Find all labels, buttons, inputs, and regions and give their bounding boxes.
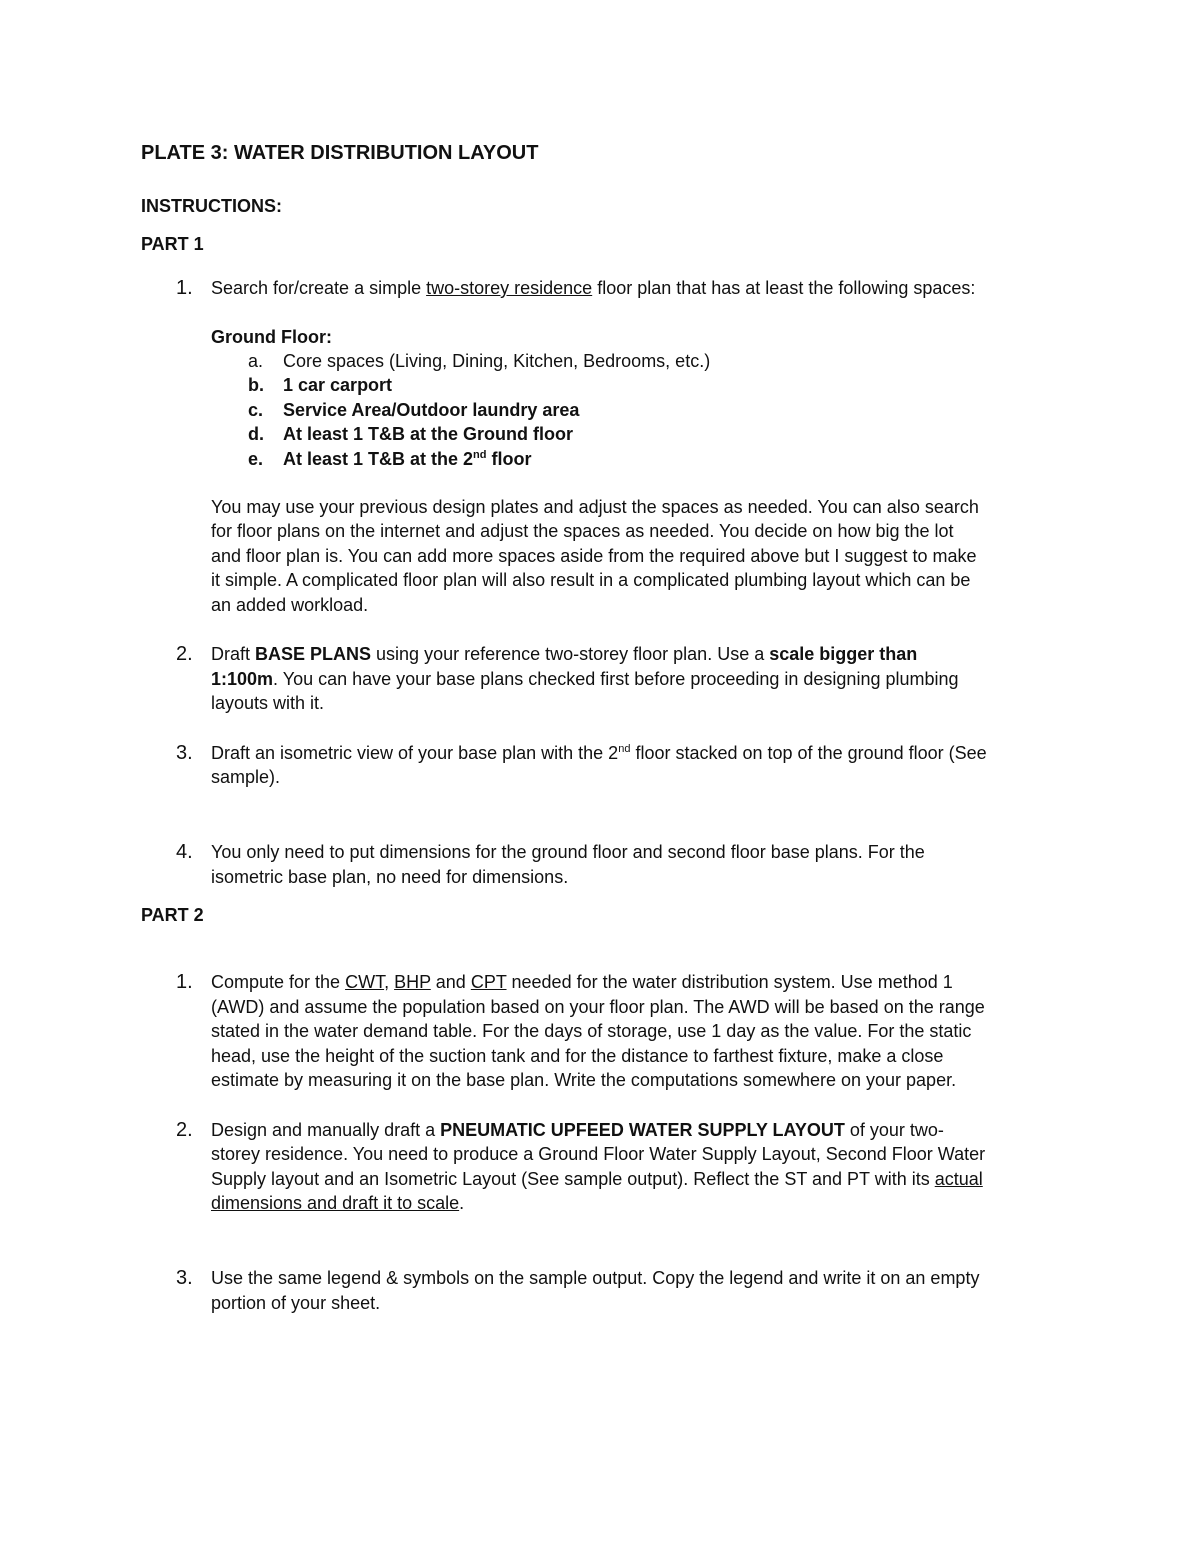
part1-item4-line1: You only need to put dimensions for the ground floor and second floor base plans. For the <box>211 842 925 862</box>
part2-item3-line2: portion of your sheet. <box>211 1293 381 1313</box>
paragraph-line-4: it simple. A complicated floor plan will also result in a complicated plumbing layout which can be <box>211 570 971 590</box>
list-marker-b: b. <box>248 375 264 395</box>
item3-sup: nd <box>618 743 631 755</box>
part1-item2-line3: layouts with it. <box>211 693 325 713</box>
bhp-underlined: BHP <box>394 972 431 992</box>
list-item-b: 1 car carport <box>283 375 393 395</box>
part2-item1-line2: (AWD) and assume the population based on your floor plan. The AWD will be based on the range <box>211 997 985 1017</box>
separator: and <box>430 972 471 992</box>
page-title: PLATE 3: WATER DISTRIBUTION LAYOUT <box>141 142 539 164</box>
list-item-e-sup: nd <box>473 449 487 461</box>
part1-item3-number: 3. <box>176 742 193 764</box>
part2-item1-line3: stated in the water demand table. For the days of storage, use 1 day as the value. For the static <box>211 1021 972 1041</box>
part2-item2-text: of your two- <box>844 1120 944 1140</box>
list-item-e <box>283 447 532 472</box>
list-item-e-post: floor <box>486 449 532 469</box>
paragraph-line-5: an added workload. <box>211 595 369 615</box>
dimensions-underlined: dimensions and draft it to scale <box>211 1193 460 1213</box>
period: . <box>459 1193 465 1213</box>
part2-item3-number: 3. <box>176 1267 193 1289</box>
list-item-d: At least 1 T&B at the Ground floor <box>283 424 574 444</box>
scale-bold: scale bigger than <box>769 644 918 664</box>
cpt-underlined: CPT <box>470 972 507 992</box>
part1-item3-line2: sample). <box>211 767 281 787</box>
part1-item4-line2: isometric base plan, no need for dimensions. <box>211 867 569 887</box>
part1-heading: PART 1 <box>141 234 204 254</box>
part2-item2-text: Supply layout and an Isometric Layout (See sample output). Reflect the ST and PT with its <box>211 1169 935 1189</box>
item2-text: . You can have your base plans checked first before proceeding in designing plumbing <box>273 669 959 689</box>
paragraph-line-1: You may use your previous design plates and adjust the spaces as needed. You can also search <box>211 497 979 517</box>
cwt-underlined: CWT <box>345 972 385 992</box>
part1-item3-line1 <box>211 741 987 766</box>
part1-item1-text-pre: Search for/create a simple <box>211 278 427 298</box>
two-storey-residence-underlined: two-storey residence <box>426 278 593 298</box>
item2-text: using your reference two-storey floor plan. Use a <box>371 644 770 664</box>
part2-item1-line1 <box>211 970 953 995</box>
scale-ratio-bold: 1:100m <box>211 669 274 689</box>
list-item-e-pre: At least 1 T&B at the 2 <box>283 449 474 469</box>
item3-text: Draft an isometric view of your base plan with the 2 <box>211 743 619 763</box>
part1-item2-line2 <box>211 667 959 692</box>
part1-item2-number: 2. <box>176 643 193 665</box>
part2-item1-line5: estimate by measuring it on the base plan. Write the computations somewhere on your paper. <box>211 1070 957 1090</box>
part2-item2-line4 <box>211 1191 464 1216</box>
paragraph-line-3: and floor plan is. You can add more spaces aside from the required above but I suggest to make <box>211 546 977 566</box>
instructions-heading: INSTRUCTIONS: <box>141 196 282 216</box>
part2-item1-line4: head, use the height of the suction tank and for the distance to farthest fixture, make a close <box>211 1046 944 1066</box>
part2-item2-line3 <box>211 1167 983 1192</box>
part2-item3-line1: Use the same legend & symbols on the sample output. Copy the legend and write it on an empty <box>211 1268 980 1288</box>
list-item-c: Service Area/Outdoor laundry area <box>283 400 580 420</box>
part2-item2-text: Design and manually draft a <box>211 1120 441 1140</box>
part2-item2-line1 <box>211 1118 944 1143</box>
item3-text: floor stacked on top of the ground floor (See <box>630 743 987 763</box>
part2-item1-text: Compute for the <box>211 972 346 992</box>
part1-item1-number: 1. <box>176 277 193 299</box>
actual-underlined: actual <box>934 1169 983 1189</box>
list-marker-e: e. <box>248 449 264 469</box>
part2-item1-number: 1. <box>176 971 193 993</box>
ground-floor-subheading: Ground Floor: <box>211 327 332 347</box>
list-item-a: Core spaces (Living, Dining, Kitchen, Bedrooms, etc.) <box>283 351 711 371</box>
part1-item4-number: 4. <box>176 841 193 863</box>
list-marker-d: d. <box>248 424 264 444</box>
item2-text: Draft <box>211 644 256 664</box>
part1-item2-line1 <box>211 642 917 667</box>
separator: , <box>384 972 395 992</box>
part2-item1-text: needed for the water distribution system. Use method 1 <box>506 972 953 992</box>
pneumatic-layout-bold: PNEUMATIC UPFEED WATER SUPPLY LAYOUT <box>440 1120 845 1140</box>
part1-item1-line1 <box>211 276 975 301</box>
base-plans-bold: BASE PLANS <box>255 644 372 664</box>
list-marker-a: a. <box>248 351 264 371</box>
part2-heading: PART 2 <box>141 905 204 925</box>
part2-item2-line2: storey residence. You need to produce a Ground Floor Water Supply Layout, Second Floor Water <box>211 1144 986 1164</box>
part1-item1-text-post: floor plan that has at least the following spaces: <box>592 278 976 298</box>
list-marker-c: c. <box>248 400 264 420</box>
paragraph-line-2: for floor plans on the internet and adjust the spaces as needed. You decide on how big the lot <box>211 521 954 541</box>
part2-item2-number: 2. <box>176 1119 193 1141</box>
